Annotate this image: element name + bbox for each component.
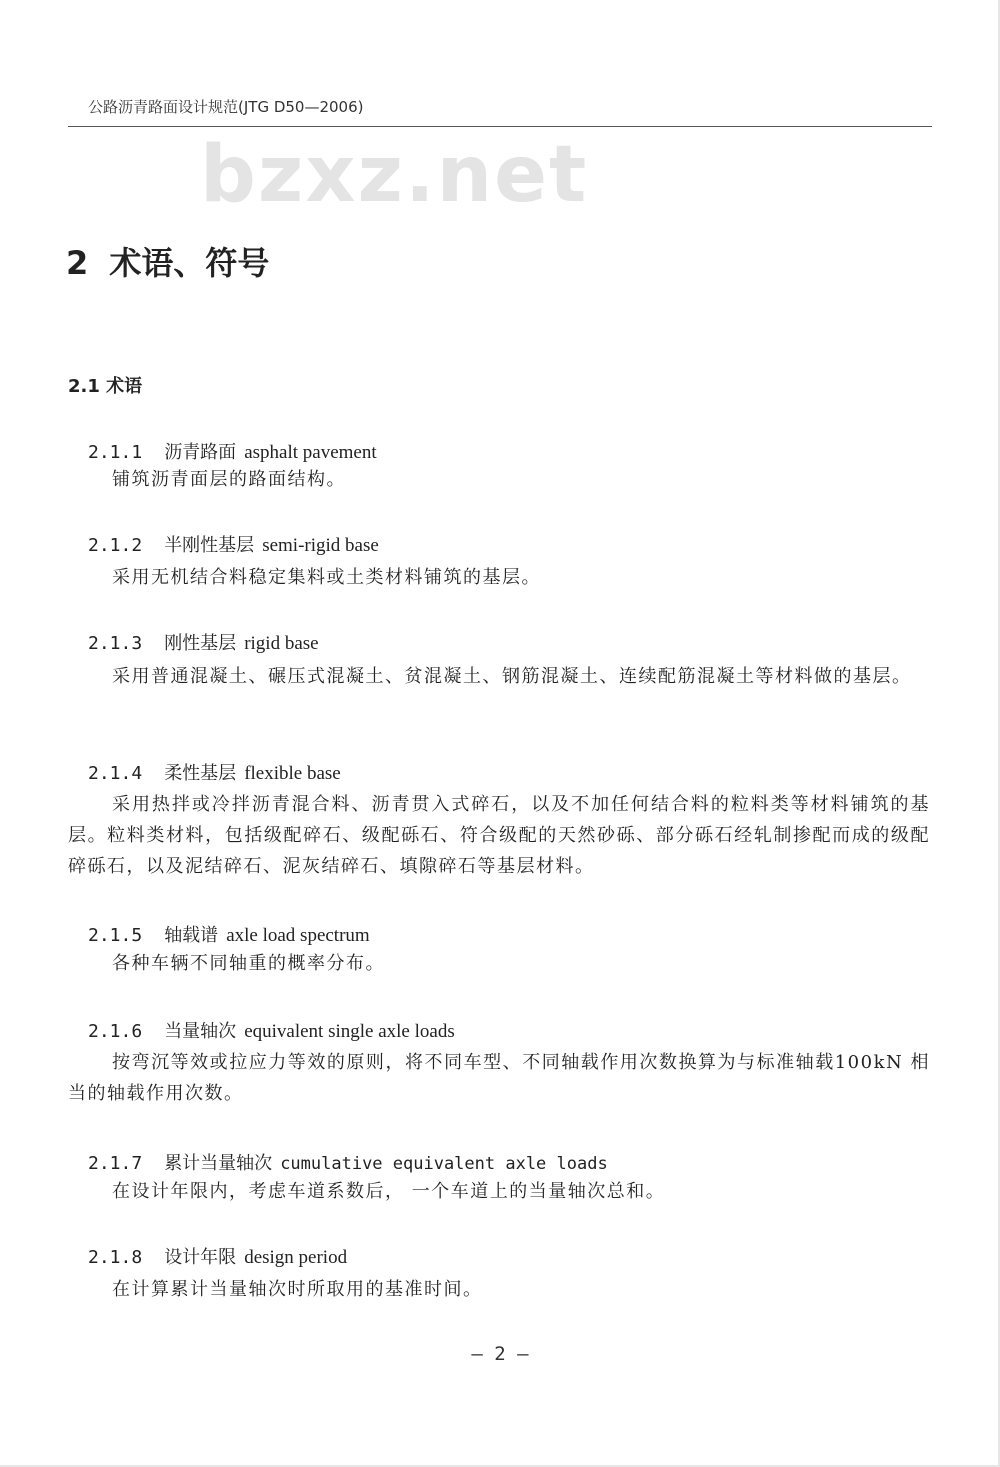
- term-chinese: 柔性基层: [164, 763, 237, 784]
- term-english: flexible base: [244, 763, 341, 784]
- term-heading: [88, 438, 377, 464]
- term-definition: 铺筑沥青面层的路面结构。: [112, 469, 346, 490]
- term-english: axle load spectrum: [226, 925, 370, 946]
- term-heading: [88, 759, 341, 785]
- term-number: 2.1.7: [88, 1153, 143, 1174]
- term-number: 2.1.2: [88, 535, 143, 556]
- term-definition: 在设计年限内，考虑车道系数后， 一个车道上的当量轴次总和。: [112, 1181, 666, 1202]
- term-number: 2.1.5: [88, 925, 143, 946]
- term-number: 2.1.1: [88, 442, 143, 463]
- term-chinese: 刚性基层: [164, 633, 237, 654]
- term-definition: 采用热拌或冷拌沥青混合料、沥青贯入式碎石，以及不加任何结合料的粒料类等材料铺筑的基层。粒料类材料，包括级配碎石、级配砾石、符合级配的天然砂砾、部分砾石经轧制掺配而成的级配碎砾石，以及泥结碎石、泥灰结碎石、填隙碎石等基层材料。: [68, 794, 930, 877]
- page-number: — 2 —: [471, 1343, 529, 1365]
- term-chinese: 设计年限: [164, 1247, 237, 1268]
- term-chinese: 半刚性基层: [164, 535, 255, 556]
- term-number: 2.1.4: [88, 763, 143, 784]
- term-english: equivalent single axle loads: [244, 1021, 455, 1042]
- term-number: 2.1.3: [88, 633, 143, 654]
- term-english: rigid base: [244, 633, 319, 654]
- term-heading: [88, 531, 379, 557]
- term-heading: [88, 1017, 455, 1043]
- term-english: design period: [244, 1247, 348, 1268]
- term-definition: 各种车辆不同轴重的概率分布。: [112, 953, 385, 974]
- term-definition: 采用无机结合料稳定集料或土类材料铺筑的基层。: [112, 567, 541, 588]
- term-definition: 在计算累计当量轴次时所取用的基准时间。: [112, 1279, 483, 1300]
- term-english: asphalt pavement: [244, 442, 377, 463]
- header-rule: [68, 126, 932, 127]
- term-chinese: 轴载谱: [164, 925, 219, 946]
- running-header: 公路沥青路面设计规范(JTG D50—2006): [88, 98, 364, 116]
- chapter-title: 2 术语、符号: [66, 244, 270, 282]
- term-chinese: 当量轴次: [164, 1021, 237, 1042]
- term-number: 2.1.6: [88, 1021, 143, 1042]
- watermark: bzxz.net: [200, 130, 589, 220]
- term-definition: 按弯沉等效或拉应力等效的原则，将不同车型、不同轴载作用次数换算为与标准轴载100kN 相当的轴载作用次数。: [68, 1052, 930, 1104]
- term-heading: [88, 629, 319, 655]
- term-heading: [88, 1243, 347, 1269]
- term-english: semi-rigid base: [262, 535, 379, 556]
- term-heading: [88, 921, 370, 947]
- term-definition: 采用普通混凝土、碾压式混凝土、贫混凝土、钢筋混凝土、连续配筋混凝土等材料做的基层。: [112, 666, 912, 687]
- section-title: 2.1 术语: [68, 376, 143, 397]
- term-english: cumulative equivalent axle loads: [280, 1154, 608, 1174]
- term-number: 2.1.8: [88, 1247, 143, 1268]
- term-chinese: 沥青路面: [164, 442, 237, 463]
- term-heading: [88, 1149, 608, 1175]
- term-chinese: 累计当量轴次: [164, 1153, 273, 1174]
